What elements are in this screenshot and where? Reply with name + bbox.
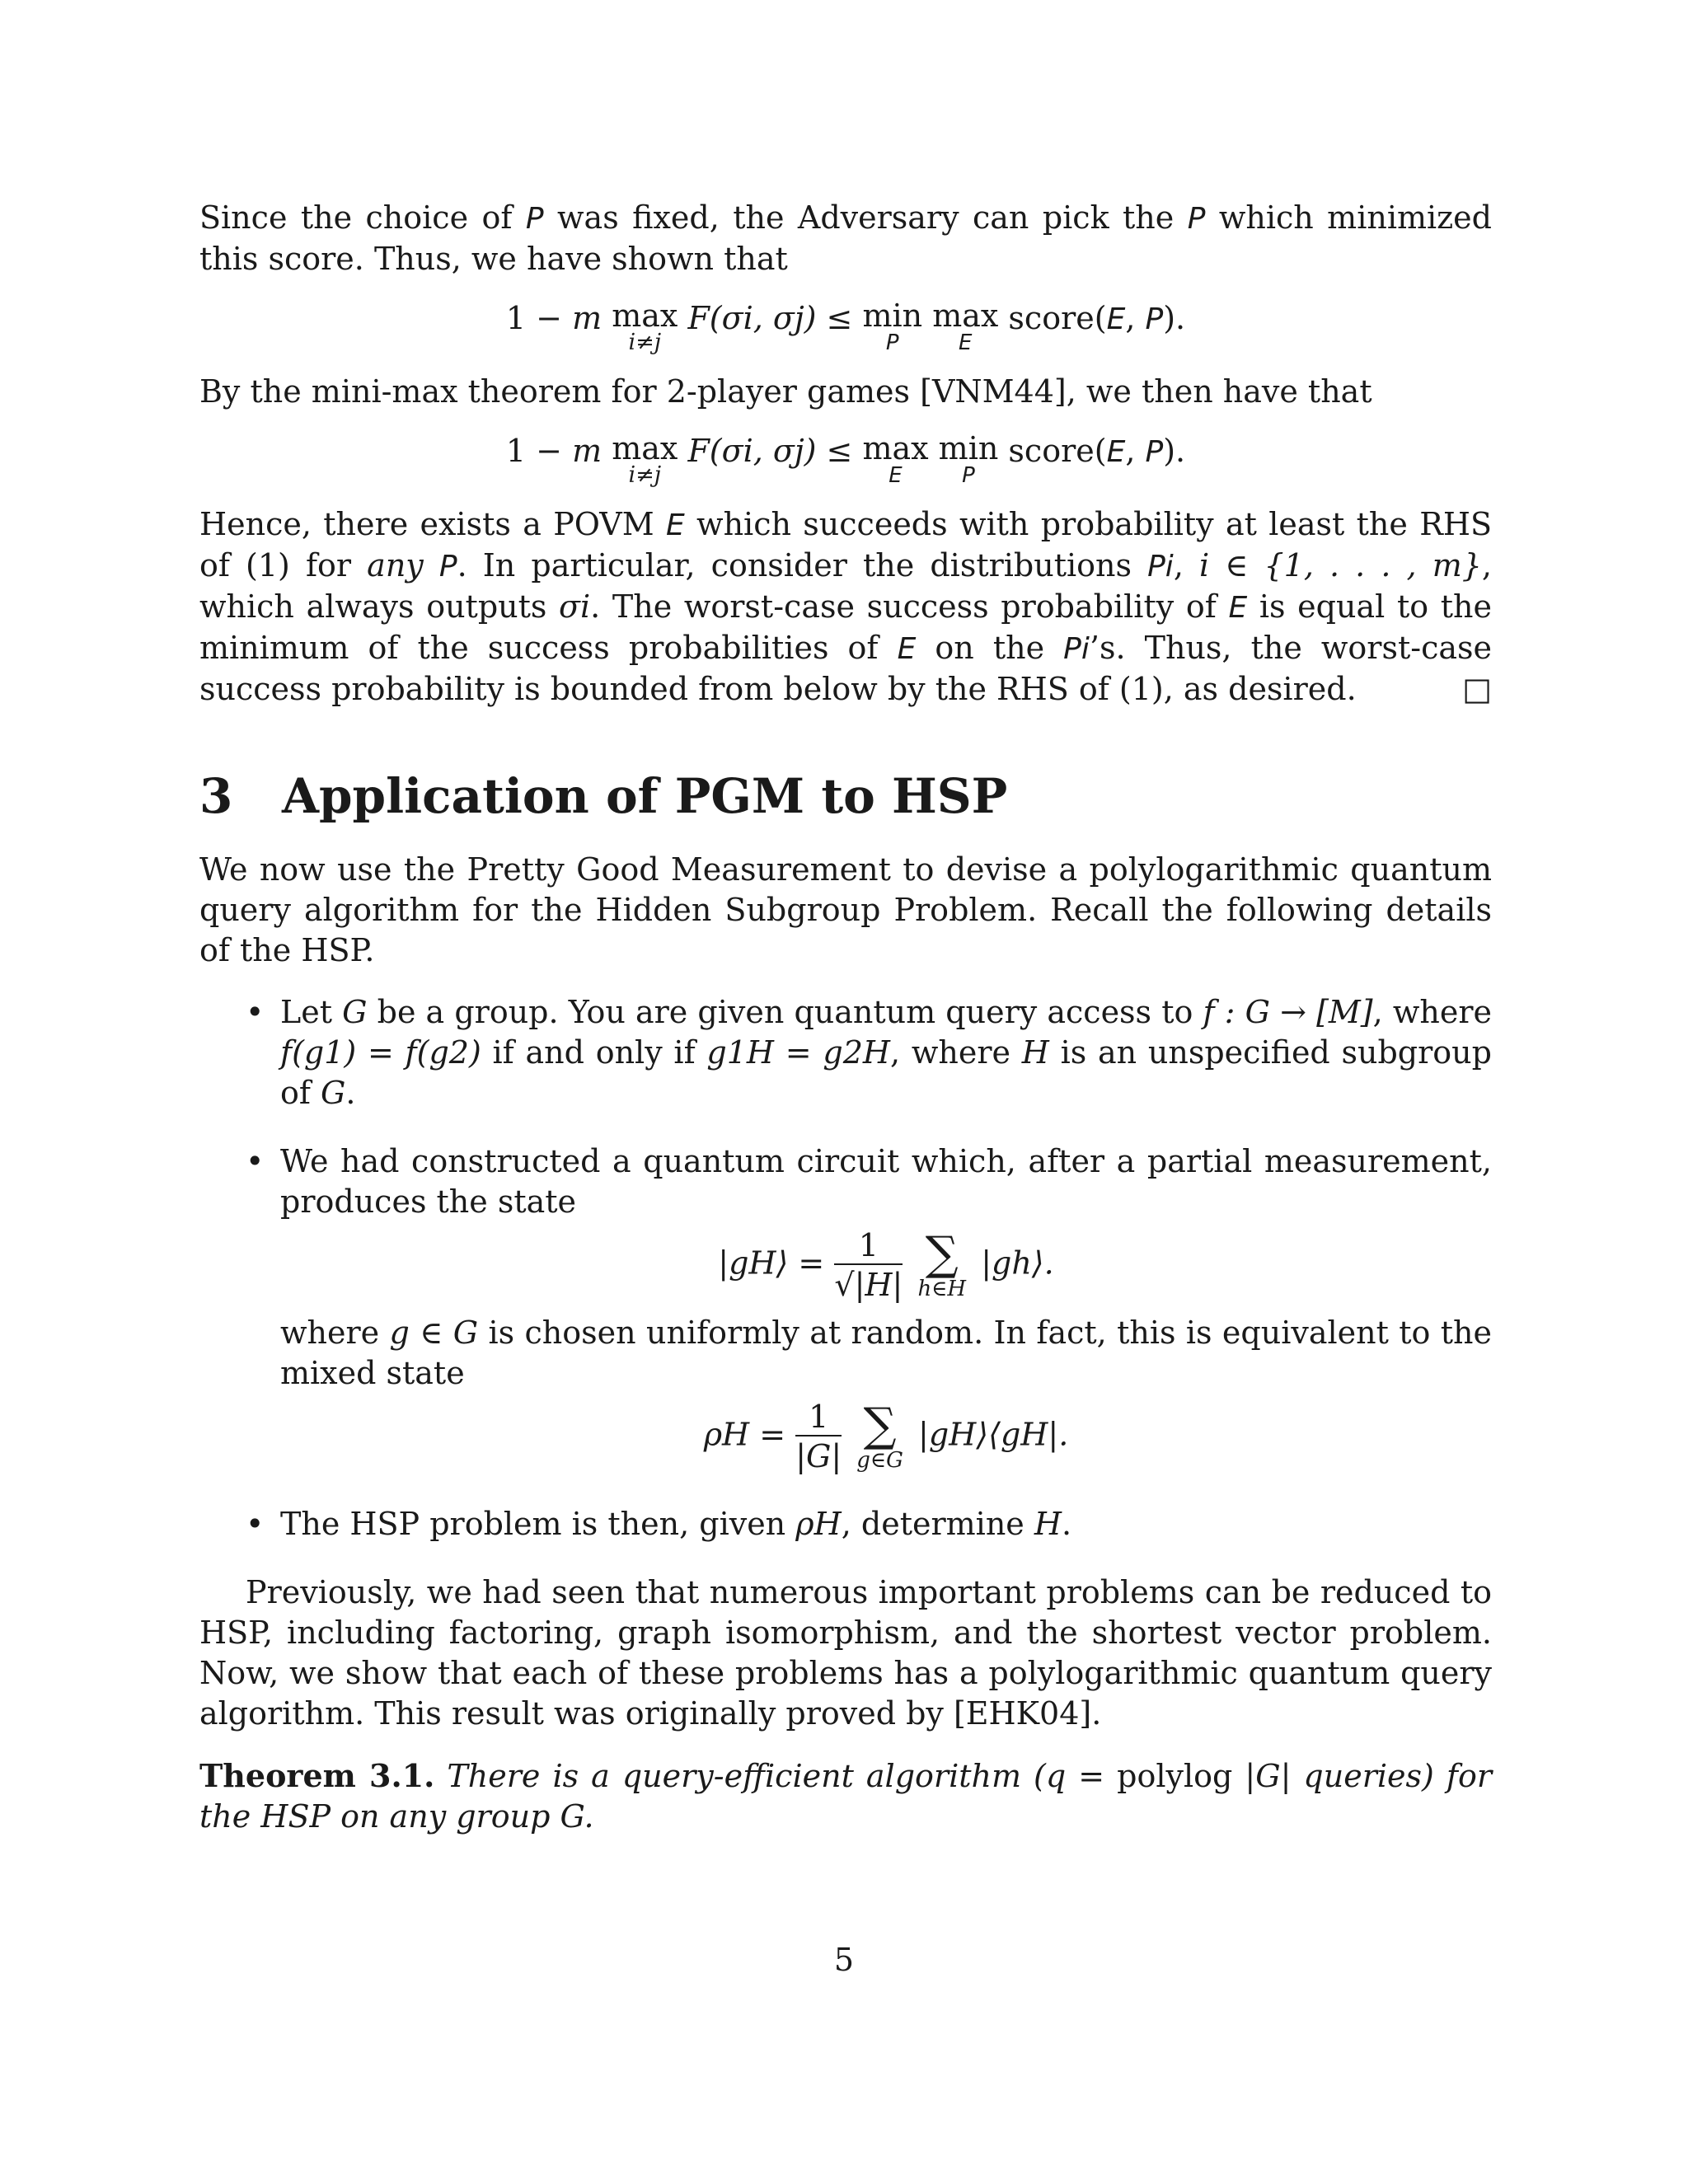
math-symbol: Pi xyxy=(1147,550,1174,583)
op-label: max xyxy=(932,298,999,334)
max-operator xyxy=(862,432,928,486)
math-symbol: σi xyxy=(559,588,591,625)
theorem-label: Theorem 3.1. xyxy=(199,1757,435,1794)
max-operator xyxy=(612,432,678,486)
text: if and only if xyxy=(481,1034,707,1071)
text: . In particular, consider the distributions xyxy=(457,547,1148,583)
numerator: 1 xyxy=(795,1399,842,1436)
math-symbol: G xyxy=(560,1798,584,1835)
eq-text: ρH = xyxy=(703,1416,786,1453)
max-operator xyxy=(932,299,998,354)
text: | queries) for the HSP on any group xyxy=(199,1758,1493,1835)
denominator: √|H| xyxy=(834,1267,903,1303)
eq-text: |gh⟩. xyxy=(981,1244,1054,1282)
math-text: polylog | xyxy=(1117,1758,1256,1794)
math-symbol: G xyxy=(321,1075,346,1111)
max-operator xyxy=(612,299,678,354)
text: which succeeds with probability at least the RHS of (1) for xyxy=(199,506,1492,583)
sum-subscript: h∈H xyxy=(917,1277,967,1301)
paragraph-minimax: By the mini-max theorem for 2-player games [VNM44], we then have that xyxy=(199,373,1372,410)
section-heading xyxy=(199,767,1492,825)
sum-subscript: g∈G xyxy=(856,1448,903,1473)
eq-text: i, σj) ≤ xyxy=(743,300,863,336)
eq-text: score( xyxy=(1008,300,1107,336)
emphasis: any xyxy=(367,547,424,583)
math-symbol: ρH xyxy=(795,1506,842,1542)
math-symbol: q xyxy=(1045,1758,1067,1794)
text: is chosen uniformly at random. In fact, this is equivalent to the mixed state xyxy=(280,1315,1493,1391)
equation-mixed-state xyxy=(280,1399,1492,1476)
qed-symbol: □ xyxy=(1462,671,1492,707)
eq-text: |gH⟩⟨gH|. xyxy=(918,1416,1069,1453)
text: We had constructed a quantum circuit which, after a partial measurement, produces the state xyxy=(280,1143,1492,1220)
math-symbol: E xyxy=(1106,435,1126,469)
math-symbol: H xyxy=(1021,1034,1049,1071)
eq-text: F(σ xyxy=(687,433,743,469)
math-text: = xyxy=(1066,1758,1118,1794)
math-symbol: P xyxy=(438,550,457,583)
page-number: 5 xyxy=(833,1942,855,1978)
text: Hence, there exists a POVM xyxy=(199,506,666,542)
math-expression: g1H = g2H xyxy=(706,1034,891,1071)
math-symbol: P xyxy=(1145,435,1164,469)
op-subscript: i≠j xyxy=(628,330,662,355)
eq-text: ). xyxy=(1163,433,1186,469)
eq-text: ). xyxy=(1163,300,1186,336)
op-label: min xyxy=(862,298,923,334)
sum-operator: ∑ g∈G xyxy=(856,1399,903,1473)
paragraph-intro xyxy=(199,198,1492,279)
bullet: • xyxy=(246,1143,265,1179)
op-label: max xyxy=(862,430,929,466)
op-subscript: E xyxy=(889,463,903,488)
text: Let xyxy=(280,994,343,1030)
math-symbol: H xyxy=(1034,1506,1062,1542)
section-title: Application of PGM to HSP xyxy=(282,768,1008,824)
hsp-details-list xyxy=(199,992,1492,1544)
theorem-3-1 xyxy=(199,1755,1492,1837)
text: Since the choice of xyxy=(199,199,526,236)
text: , where xyxy=(890,1034,1022,1071)
section-number: 3 xyxy=(199,768,233,824)
text: . xyxy=(1062,1506,1072,1542)
math-expression: g ∈ G xyxy=(389,1315,479,1351)
text: be a group. You are given quantum query access to xyxy=(367,994,1203,1030)
text: is an unspecified subgroup of xyxy=(280,1034,1492,1111)
paragraph-previously: Previously, we had seen that numerous important problems can be reduced to HSP, including factoring, graph isomorphism, and the shortest vector problem. Now, we show that each of these problems has a polylogarithmic quantum query algorithm. This result was originally proved by [EHK04]. xyxy=(199,1574,1492,1732)
text: was fixed, the Adversary can pick the xyxy=(543,199,1188,236)
math-symbol: E xyxy=(897,632,917,666)
math-symbol: G xyxy=(342,994,368,1030)
text: , xyxy=(1173,547,1199,583)
math-expression: f(g1) = f(g2) xyxy=(280,1034,481,1071)
op-subscript: P xyxy=(962,463,975,488)
equation-coset-state xyxy=(280,1227,1492,1305)
math-expression: f : G → [M] xyxy=(1203,994,1373,1030)
text: where xyxy=(280,1315,390,1351)
eq-text: F(σ xyxy=(687,300,743,336)
eq-text: 1 − xyxy=(505,300,573,336)
text: The HSP problem is then, given xyxy=(280,1506,796,1542)
op-subscript: i≠j xyxy=(628,462,662,488)
eq-var: m xyxy=(572,300,603,336)
math-symbol: P xyxy=(1187,202,1206,236)
eq-text: i, σj) ≤ xyxy=(743,433,863,469)
op-subscript: E xyxy=(959,330,973,355)
eq-text: , xyxy=(1125,433,1146,469)
op-label: min xyxy=(938,430,999,466)
math-symbol: E xyxy=(665,509,685,542)
math-symbol: E xyxy=(1106,302,1126,336)
paragraph-conclusion xyxy=(199,504,1492,710)
text: . xyxy=(584,1798,594,1835)
list-item xyxy=(199,992,1492,1113)
numerator: 1 xyxy=(834,1227,903,1265)
eq-text: , xyxy=(1125,300,1146,336)
text: which minimized this score. Thus, we have shown that xyxy=(199,199,1492,277)
text: is equal to the minimum of the success probabilities of xyxy=(199,588,1492,666)
math-symbol: Pi xyxy=(1063,632,1090,666)
eq-text: 1 − xyxy=(505,433,573,469)
math-symbol: G xyxy=(1255,1758,1281,1794)
text: There is a query-efficient algorithm ( xyxy=(434,1758,1046,1794)
text: ’s. Thus, the worst-case success probability is bounded from below by the RHS of (1), as desired. xyxy=(199,630,1493,707)
math-expression: i ∈ {1, . . . , m} xyxy=(1199,547,1482,583)
text: . xyxy=(345,1075,356,1111)
text: on the xyxy=(916,630,1064,666)
text: , where xyxy=(1372,994,1492,1030)
eq-text: |gH⟩ = xyxy=(718,1244,825,1282)
op-label: max xyxy=(612,430,678,466)
eq-var: m xyxy=(572,433,603,469)
equation-minmax xyxy=(199,299,1492,354)
op-label: max xyxy=(612,298,678,334)
fraction xyxy=(795,1399,842,1476)
text: , determine xyxy=(841,1506,1034,1542)
min-operator xyxy=(939,432,999,486)
denominator: |G| xyxy=(795,1438,842,1474)
fraction xyxy=(834,1227,903,1305)
sum-operator: ∑ h∈H xyxy=(917,1227,967,1301)
math-symbol: P xyxy=(1145,302,1164,336)
eq-text: score( xyxy=(1008,433,1107,469)
bullet: • xyxy=(246,994,265,1030)
min-operator xyxy=(862,299,922,354)
text: . The worst-case success probability of xyxy=(590,588,1229,625)
bullet: • xyxy=(246,1506,265,1542)
page-content xyxy=(199,198,1492,1837)
equation-maxmin xyxy=(199,432,1492,486)
math-symbol: E xyxy=(1228,591,1248,625)
op-subscript: P xyxy=(885,330,899,355)
math-symbol: P xyxy=(525,202,544,236)
paragraph-section-intro: We now use the Pretty Good Measurement to devise a polylogarithmic quantum query algorithm for the Hidden Subgroup Problem. Recall the following details of the HSP. xyxy=(199,851,1492,968)
list-item xyxy=(199,1141,1492,1476)
list-item xyxy=(199,1504,1492,1544)
text: , which always outputs xyxy=(199,547,1492,625)
